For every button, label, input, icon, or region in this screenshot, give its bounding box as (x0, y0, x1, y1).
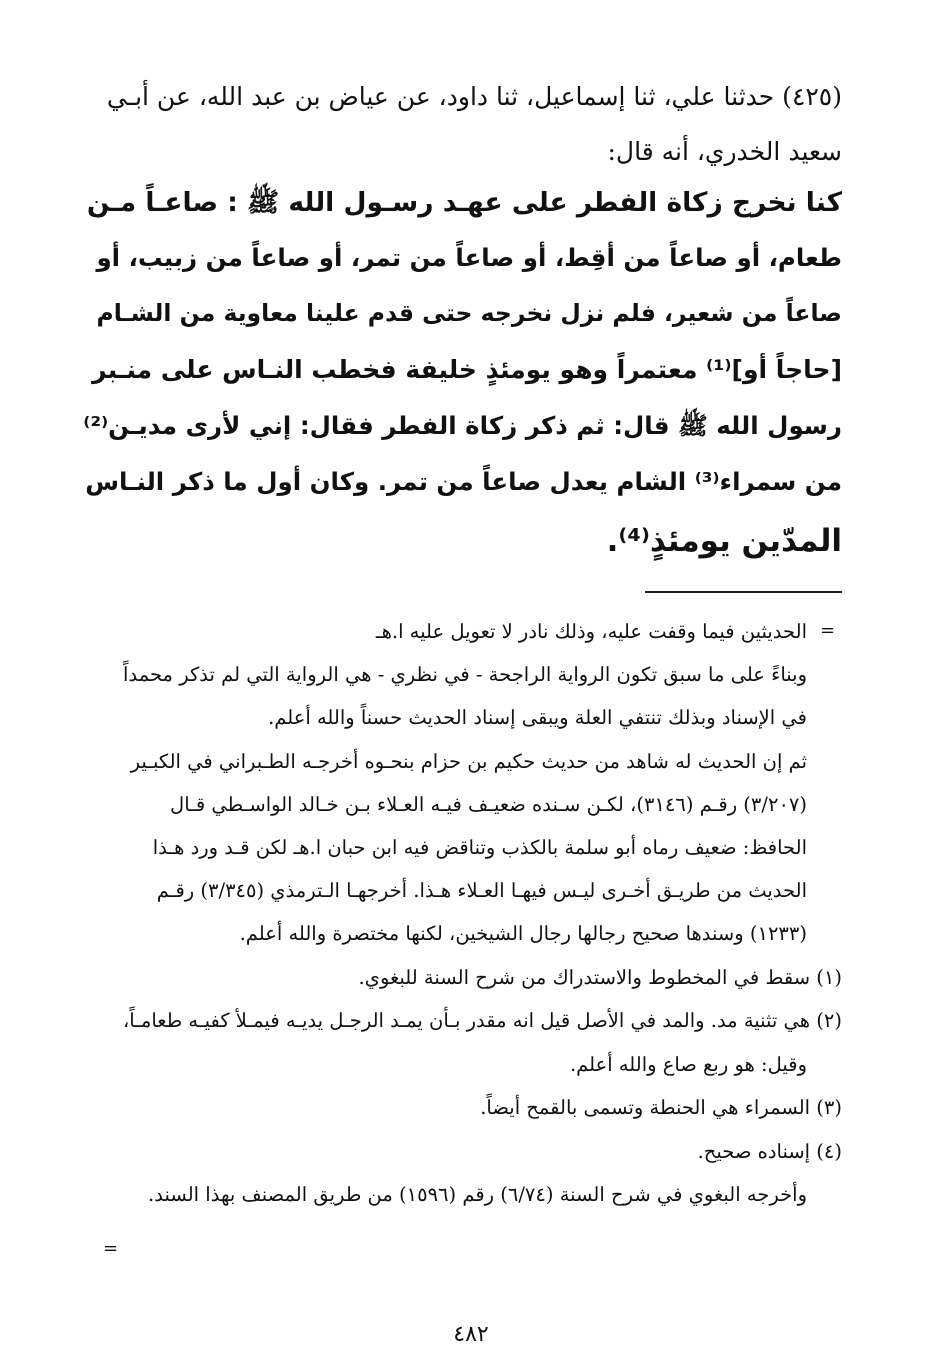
footnote-1: (١) سقط في المخطوط والاستدراك من شرح السنة للبغوي. (358, 966, 842, 989)
footnote-4: (٤) إسناده صحيح. (697, 1140, 842, 1163)
hadith-line-6: من سمراء⁽³⁾ الشام يعدل صاعاً من تمر. وكان أول ما ذكر النـاس (85, 467, 842, 496)
footnote-2-cont: وقيل: هو ربع صاع والله أعلم. (569, 1053, 807, 1076)
footnote-cont-line-5: (٣/٢٠٧) رقـم (٣١٤٦)، لكـن سـنده ضعيـف فيـه العـلاء بـن خـالد الواسـطي قـال (170, 793, 807, 816)
footnote-separator (645, 591, 842, 593)
page-number: ٤٨٢ (453, 1322, 489, 1347)
footnote-cont-line-1: الحديثين فيما وقفت عليه، وذلك نادر لا تعويل عليه ا.هـ (375, 620, 807, 643)
footnote-cont-line-8: (١٢٣٣) وسندها صحيح رجالها رجال الشيخين، لكنها مختصرة والله أعلم. (239, 922, 807, 945)
end-marker: = (103, 1238, 119, 1259)
footnote-cont-line-6: الحافظ: ضعيف رماه أبو سلمة بالكذب وتناقض فيه ابن حبان ا.هـ لكن قـد ورد هـذا (152, 836, 807, 859)
continuation-marker: = (820, 620, 836, 641)
hadith-line-1: كنا نخرج زكاة الفطر على عهـد رسـول الله ﷺ : صاعـاً مـن (86, 187, 842, 218)
hadith-line-2: طعام، أو صاعاً من أقِط، أو صاعاً من تمر، أو صاعاً من زبيب، أو (96, 243, 842, 272)
footnote-cont-line-3: في الإسناد وبذلك تنتفي العلة ويبقى إسناد الحديث حسناً والله أعلم. (268, 706, 807, 729)
hadith-line-3: صاعاً من شعير، فلم نزل نخرجه حتى قدم علينا معاوية من الشـام (96, 299, 842, 327)
footnote-2: (٢) هي تثنية مد. والمد في الأصل قيل انه مقدر بـأن يمـد الرجـل يديـه فيمـلأ كفيـه طعامـاً، (122, 1009, 842, 1032)
isnad-line-2: سعيد الخدري، أنه قال: (607, 137, 842, 166)
footnote-cont-line-2: وبناءً على ما سبق تكون الرواية الراجحة - في نظري - هي الرواية التي لم تذكر محمداً (123, 663, 807, 686)
hadith-line-7: المدّين يومئذٍ⁽⁴⁾. (606, 523, 842, 559)
footnote-4-cont: وأخرجه البغوي في شرح السنة (٦/٧٤) رقم (١٥٩٦) من طريق المصنف بهذا السند. (148, 1183, 807, 1206)
hadith-line-5: رسول الله ﷺ قال: ثم ذكر زكاة الفطر فقال: إني لأرى مديـن⁽²⁾ (83, 411, 842, 440)
hadith-line-4: [حاجاً أو]⁽¹⁾ معتمراً وهو يومئذٍ خليفة فخطب النـاس على منـبر (92, 355, 842, 384)
footnote-cont-line-7: الحديث من طريـق أخـرى ليـس فيهـا العـلاء هـذا. أخرجهـا الـترمذي (٣/٣٤٥) رقـم (156, 879, 807, 902)
isnad-line-1: (٤٢٥) حدثنا علي، ثنا إسماعيل، ثنا داود، عن عياض بن عبد الله، عن أبـي (106, 82, 842, 111)
footnote-cont-line-4: ثم إن الحديث له شاهد من حديث حكيم بن حزام بنحـوه أخرجـه الطـبراني في الكبـير (130, 750, 807, 773)
footnote-3: (٣) السمراء هي الحنطة وتسمى بالقمح أيضاً. (480, 1096, 842, 1119)
